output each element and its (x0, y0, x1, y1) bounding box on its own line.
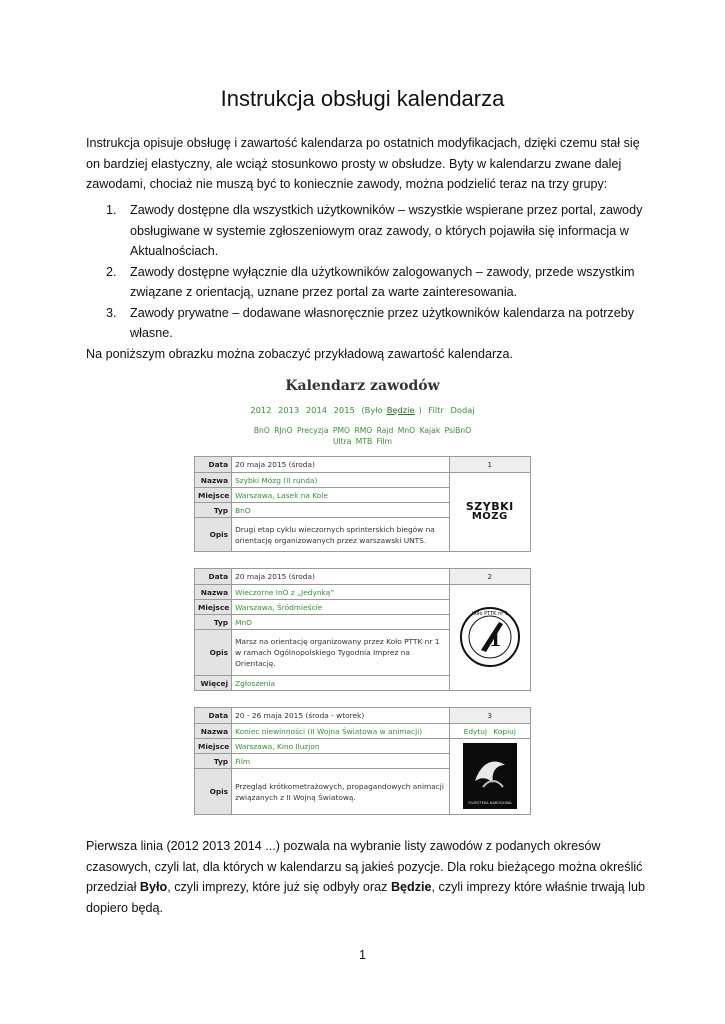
label-wiecej: Więcej (195, 676, 232, 691)
event-name-link[interactable]: Koniec niewinności (II Wojna Światowa w animacji) (232, 724, 449, 739)
list-number: 2. (106, 264, 117, 279)
label-data: Data (195, 457, 232, 473)
event-name-link[interactable]: Szybki Mózg (II runda) (232, 473, 449, 488)
calendar-title: Kalendarz zawodów (285, 378, 440, 394)
event-description: Marsz na orientację organizowany przez Koło PTTK nr 1 w ramach Ogólnopolskiego Tygodnia Imprez na Orientację. (232, 630, 449, 676)
event-logo (449, 585, 530, 691)
svg-text:1: 1 (488, 629, 502, 651)
svg-text:FILMOTEKA NARODOWA: FILMOTEKA NARODOWA (468, 800, 512, 805)
pttk-logo-icon (459, 606, 521, 668)
edit-link[interactable]: Edytuj (463, 726, 488, 736)
image-intro-paragraph: Na poniższym obrazku można zobaczyć przykładową zawartość kalendarza. (86, 347, 513, 361)
year-link[interactable]: 2015 (333, 405, 355, 415)
event-place-link[interactable]: Warszawa, Kino Iluzjon (232, 739, 449, 754)
filter-link[interactable]: Filtr (428, 405, 444, 415)
label-nazwa: Nazwa (195, 724, 232, 739)
event-actions (449, 724, 530, 739)
bylo-link[interactable]: (Było (361, 405, 383, 415)
event-place-link[interactable]: Warszawa, Śródmieście (232, 600, 449, 615)
category-link[interactable]: BnO (253, 426, 270, 435)
event-type-link[interactable]: Film (232, 754, 449, 769)
copy-link[interactable]: Kopiuj (493, 726, 516, 736)
year-link[interactable]: 2013 (278, 405, 300, 415)
category-link[interactable]: RMO (354, 426, 373, 435)
calendar-screenshot (194, 376, 531, 805)
year-link[interactable]: 2012 (250, 405, 272, 415)
event-name-link[interactable]: Wieczorne InO z „Jedynką” (232, 585, 449, 600)
event-logo (449, 739, 530, 815)
page-number: 1 (358, 948, 366, 962)
bedzie-bold: Będzie (390, 880, 432, 894)
event-place-link[interactable]: Warszawa, Lasek na Kole (232, 488, 449, 503)
label-typ: Typ (195, 754, 232, 769)
filmoteka-logo-icon (463, 743, 517, 809)
svg-text:Koło PTTK nr 1: Koło PTTK nr 1 (471, 610, 508, 617)
label-data: Data (195, 569, 232, 585)
category-link[interactable]: MTB (355, 437, 373, 446)
closing-paragraph: Pierwsza linia (2012 2013 2014 ...) pozwala na wybranie listy zawodów z podanych okresów czasowych, czyli lat, dla których w kalendarzu są jakieś pozycje. Dla roku bieżącego można określić przedział Było, czyli imprezy, które już się odbyły oraz Będzie, czyli imprezy które właśnie trwają lub dopiero będą. (86, 839, 645, 915)
add-link[interactable]: Dodaj (450, 405, 475, 415)
event-number: 1 (449, 457, 530, 473)
list-item (86, 200, 646, 262)
label-miejsce: Miejsce (195, 488, 232, 503)
groups-list (86, 200, 646, 344)
event-number: 2 (449, 569, 530, 585)
category-link[interactable]: PMO (332, 426, 351, 435)
label-opis: Opis (195, 518, 232, 552)
event-description: Przegląd krótkometrażowych, propagandowych animacji związanych z II Wojną Światową. (232, 769, 449, 815)
list-number: 3. (106, 305, 117, 320)
event-card (194, 568, 531, 691)
category-link[interactable]: Film (376, 437, 393, 446)
label-typ: Typ (195, 615, 232, 630)
event-date: 20 maja 2015 (środa) (232, 569, 449, 585)
bedzie-link[interactable]: Będzie (386, 405, 415, 415)
year-link[interactable]: 2014 (305, 405, 328, 415)
category-link[interactable]: Ultra (332, 437, 352, 446)
event-date: 20 maja 2015 (środa) (232, 457, 449, 473)
event-card (194, 456, 531, 552)
label-typ: Typ (195, 503, 232, 518)
label-miejsce: Miejsce (195, 739, 232, 754)
list-text: Zawody prywatne – dodawane własnoręcznie przez użytkowników kalendarza na potrzeby własne. (130, 305, 635, 340)
year-navigation (194, 403, 531, 417)
bylo-bold: Było (139, 880, 168, 894)
list-item (86, 262, 646, 303)
list-text: Zawody dostępne wyłącznie dla użytkowników zalogowanych – zawody, przede wszystkim związane z orientacją, uznane przez portal za warte zainteresowania. (130, 264, 635, 299)
event-card (194, 707, 531, 815)
label-nazwa: Nazwa (195, 473, 232, 488)
category-link[interactable]: RJnO (274, 426, 293, 435)
label-miejsce: Miejsce (195, 600, 232, 615)
label-data: Data (195, 708, 232, 724)
event-type-link[interactable]: BnO (232, 503, 449, 518)
event-number: 3 (449, 708, 530, 724)
intro-paragraph: Instrukcja opisuje obsługę i zawartość kalendarza po ostatnich modyfikacjach, dzięki czemu stał się on bardziej elastyczny, ale wciąż stosunkowo prosty w obsłudze. Byty w kalendarzu zwane dalej zawodami, chociaż nie muszą być to koniecznie zawody, można podzielić teraz na trzy grupy: (86, 136, 640, 191)
list-item (86, 303, 646, 344)
page-title: Instrukcja obsługi kalendarza (220, 86, 505, 111)
label-opis: Opis (195, 630, 232, 676)
label-nazwa: Nazwa (195, 585, 232, 600)
category-link[interactable]: Precyzja (296, 426, 329, 435)
category-link[interactable]: Kajak (419, 426, 441, 435)
registration-link[interactable]: Zgłoszenia (232, 676, 449, 691)
event-type-link[interactable]: MnO (232, 615, 449, 630)
category-link[interactable]: PsiBnO (444, 426, 472, 435)
list-text: Zawody dostępne dla wszystkich użytkowników – wszystkie wspierane przez portal, zawody obsługiwane w systemie zgłoszeniowym oraz zawody, o których pojawiła się informacja w Aktualnościach. (130, 203, 643, 258)
label-opis: Opis (195, 769, 232, 815)
category-filters (194, 425, 531, 447)
list-number: 1. (106, 203, 117, 217)
event-logo (449, 473, 530, 552)
szybki-mozg-logo: SZYBKI MÓZG (465, 500, 514, 522)
event-date: 20 - 26 maja 2015 (środa - wtorek) (232, 708, 449, 724)
category-link[interactable]: MnO (397, 426, 416, 435)
paren-close: ) (418, 405, 422, 415)
category-link[interactable]: Rajd (376, 426, 394, 435)
event-description: Drugi etap cyklu wieczornych sprinterskich biegów na orientację organizowanych przez warszawski UNTS. (232, 518, 449, 552)
